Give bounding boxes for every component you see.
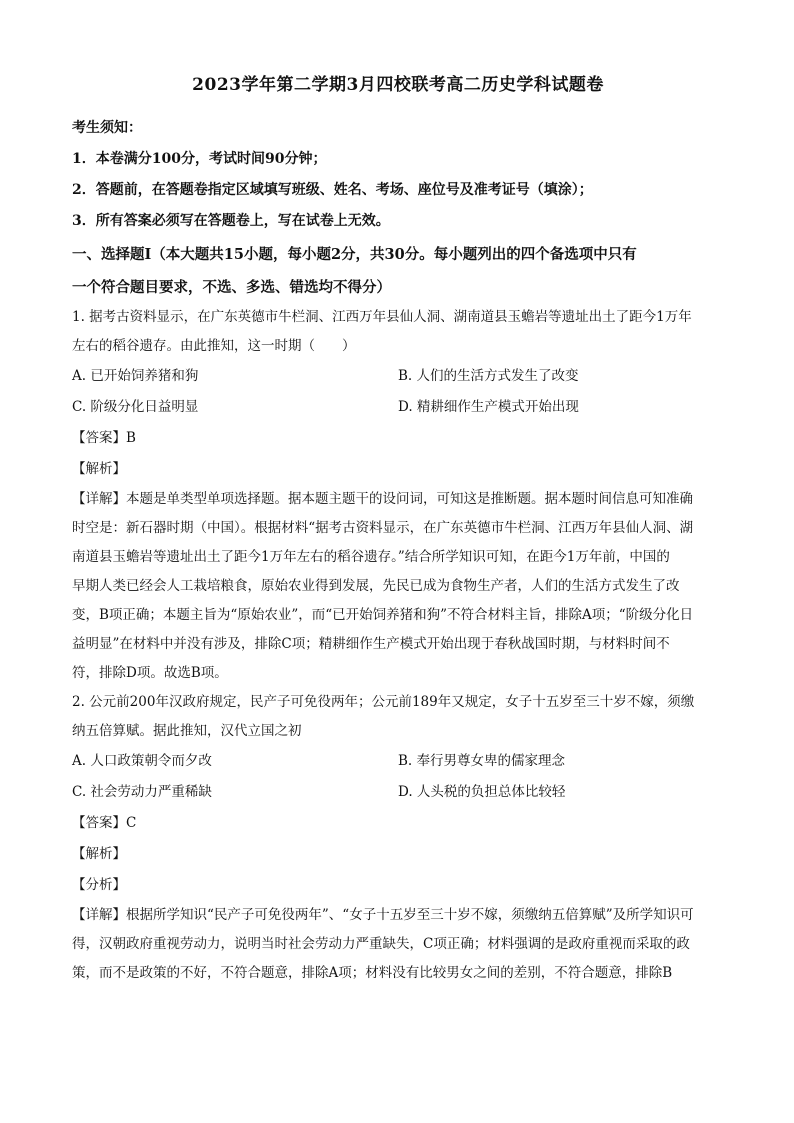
answer-value: C — [126, 815, 137, 831]
q1-option-b: B. 人们的生活方式发生了改变 — [398, 368, 579, 384]
q1-detail-line-6: 益明显”在材料中并没有涉及，排除C项；精耕细作生产模式开始出现于春秋战国时期，与材料时间不 — [72, 636, 670, 652]
q1-analysis-tag: 【解析】 — [72, 461, 126, 477]
q2-fenxi-tag: 【分析】 — [72, 877, 126, 893]
exam-page — [72, 64, 724, 988]
q2-detail-line-3: 策，而不是政策的不好，不符合题意，排除A项；材料没有比较男女之间的差别，不符合题意，排除B — [72, 965, 673, 981]
q1-stem-line-1: 1. 据考古资料显示，在广东英德市牛栏洞、江西万年县仙人洞、湖南道县玉蟾岩等遗址出土了距今1万年 — [72, 309, 692, 325]
q1-detail-line-7: 符，排除D项。故选B项。 — [72, 665, 228, 681]
q2-option-c: C. 社会劳动力严重稀缺 — [72, 784, 212, 800]
q1-option-a: A. 已开始饲养猪和狗 — [72, 368, 199, 384]
q1-stem-line-2: 左右的稻谷遗存。由此推知，这一时期（ ） — [72, 338, 356, 354]
notice-item-3: 3．所有答案必须写在答题卷上，写在试卷上无效。 — [72, 213, 390, 229]
q2-option-d: D. 人头税的负担总体比较轻 — [398, 784, 566, 800]
detail-text: 本题是单类型单项选择题。据本题主题干的设问词，可知这是推断题。据本题时间信息可知准确 — [126, 491, 693, 507]
q2-answer — [72, 808, 724, 839]
section-heading-line-1: 一、选择题Ⅰ（本大题共15小题，每小题2分，共30分。每小题列出的四个备选项中只有 — [72, 246, 637, 263]
answer-value: B — [126, 430, 136, 446]
notice-item-2: 2．答题前，在答题卷指定区域填写班级、姓名、考场、座位号及准考证号（填涂）； — [72, 182, 593, 198]
exam-title: 2023学年第二学期3月四校联考高二历史学科试题卷 — [192, 75, 604, 95]
answer-tag: 【答案】 — [72, 430, 126, 446]
q2-option-a: A. 人口政策朝令而夕改 — [72, 753, 212, 769]
notice-heading: 考生须知： — [72, 120, 142, 136]
q2-options — [72, 746, 724, 808]
q1-option-d: D. 精耕细作生产模式开始出现 — [398, 399, 579, 415]
q2-detail-line-1 — [72, 901, 724, 930]
q1-option-c: C. 阶级分化日益明显 — [72, 399, 199, 415]
q1-options — [72, 361, 724, 423]
detail-text: 根据所学知识“民产子可免役两年”、“女子十五岁至三十岁不嫁，须缴纳五倍算赋”及所学知识可 — [126, 907, 694, 923]
q2-stem-line-1: 2. 公元前200年汉政府规定，民产子可免役两年；公元前189年又规定，女子十五岁至三十岁不嫁，须缴 — [72, 694, 695, 710]
q1-answer — [72, 423, 724, 454]
answer-tag: 【答案】 — [72, 815, 126, 831]
q2-detail-line-2: 得，汉朝政府重视劳动力，说明当时社会劳动力严重缺失，C项正确；材料强调的是政府重视而采取的政 — [72, 936, 690, 952]
q1-detail-line-3: 南道县玉蟾岩等遗址出土了距今1万年左右的稻谷遗存。”结合所学知识可知，在距今1万年前，中国的 — [72, 549, 670, 565]
detail-tag: 【详解】 — [72, 907, 126, 923]
q2-analysis-tag: 【解析】 — [72, 846, 126, 862]
q2-stem-line-2: 纳五倍算赋。据此推知，汉代立国之初 — [72, 723, 302, 739]
q2-option-b: B. 奉行男尊女卑的儒家理念 — [398, 753, 566, 769]
notice-item-1: 1．本卷满分100分，考试时间90分钟； — [72, 151, 327, 167]
detail-tag: 【详解】 — [72, 491, 126, 507]
q1-detail-line-4: 早期人类已经会人工栽培粮食，原始农业得到发展，先民已成为食物生产者，人们的生活方式发生了改 — [72, 578, 680, 594]
q1-detail-line-1 — [72, 485, 724, 514]
q1-detail-line-2: 时空是：新石器时期（中国）。根据材料“据考古资料显示，在广东英德市牛栏洞、江西万年县仙人洞、湖 — [72, 520, 694, 536]
section-heading-line-2: 一个符合题目要求，不选、多选、错选均不得分） — [72, 279, 391, 296]
q1-detail-line-5: 变，B项正确；本题主旨为“原始农业”，而“已开始饲养猪和狗”不符合材料主旨，排除A项；“阶级分化日 — [72, 607, 694, 623]
